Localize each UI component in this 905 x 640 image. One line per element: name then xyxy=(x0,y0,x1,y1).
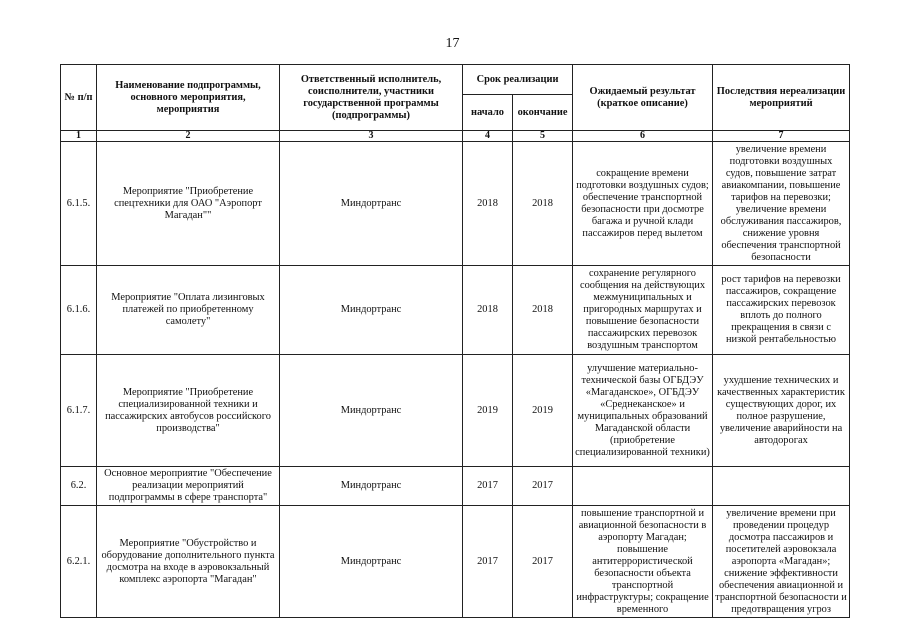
column-number: 3 xyxy=(280,131,463,142)
row-exec: Миндортранс xyxy=(280,506,463,618)
row-name: Мероприятие "Обустройство и оборудование дополнительного пункта досмотра на входе в аэровокзальный комплекс аэропорта "Магадан" xyxy=(97,506,280,618)
column-number: 7 xyxy=(713,131,850,142)
row-consequences: рост тарифов на перевозки пассажиров, сокращение пассажирских перевозок вплоть до полного прекращения в связи с низкой рентабельностью xyxy=(713,266,850,355)
table-row xyxy=(61,467,850,506)
column-number: 4 xyxy=(463,131,513,142)
table-row xyxy=(61,266,850,355)
column-number: 2 xyxy=(97,131,280,142)
header-num: № п/п xyxy=(61,65,97,131)
row-result: повышение транспортной и авиационной безопасности в аэропорту Магадан; повышение антитеррористической безопасности объекта транспортной инфраструктуры; сокращение временного xyxy=(573,506,713,618)
table-row xyxy=(61,355,850,467)
row-exec: Миндортранс xyxy=(280,142,463,266)
row-end: 2017 xyxy=(513,467,573,506)
row-exec: Миндортранс xyxy=(280,467,463,506)
row-start: 2017 xyxy=(463,506,513,618)
row-num: 6.1.7. xyxy=(61,355,97,467)
program-table xyxy=(60,64,850,618)
column-number: 6 xyxy=(573,131,713,142)
row-result: сохранение регулярного сообщения на действующих межмуниципальных и пригородных маршрутах и повышение безопасности пассажирских перевозок воздушным транспортом xyxy=(573,266,713,355)
column-number: 5 xyxy=(513,131,573,142)
row-num: 6.2. xyxy=(61,467,97,506)
header-consequences: Последствия нереализации мероприятий xyxy=(713,65,850,131)
row-name: Мероприятие "Приобретение специализированной техники и пассажирских автобусов российского производства" xyxy=(97,355,280,467)
row-consequences: увеличение времени при проведении процедур досмотра пассажиров и посетителей аэровокзала аэропорта «Магадан»; снижение эффективности обеспечения авиационной и транспортной безопасности и предотвращения угроз xyxy=(713,506,850,618)
row-result: сокращение времени подготовки воздушных судов; обеспечение транспортной безопасности при досмотре багажа и ручной клади пассажиров перед вылетом xyxy=(573,142,713,266)
row-exec: Миндортранс xyxy=(280,266,463,355)
row-num: 6.1.6. xyxy=(61,266,97,355)
header-start: начало xyxy=(463,95,513,131)
header-exec: Ответственный исполнитель, соисполнители, участники государственной программы (подпрограммы) xyxy=(280,65,463,131)
row-consequences: увеличение времени подготовки воздушных судов, повышение затрат авиакомпании, повышение тарифов на перевозки; увеличение времени обслуживания пассажиров, снижение уровня обеспечения транспортной безопасности xyxy=(713,142,850,266)
row-end: 2017 xyxy=(513,506,573,618)
header-result: Ожидаемый результат (краткое описание) xyxy=(573,65,713,131)
row-start: 2018 xyxy=(463,266,513,355)
header-period: Срок реализации xyxy=(463,65,573,95)
row-num: 6.1.5. xyxy=(61,142,97,266)
row-result xyxy=(573,467,713,506)
row-start: 2018 xyxy=(463,142,513,266)
row-result: улучшение материально-технической базы ОГБДЭУ «Магаданское», ОГБДЭУ «Среднеканское» и муниципальных образований Магаданской области (приобретение специализированной техники) xyxy=(573,355,713,467)
row-consequences: ухудшение технических и качественных характеристик существующих дорог, их полное разрушение, увеличение аварийности на автодорогах xyxy=(713,355,850,467)
header-end: окончание xyxy=(513,95,573,131)
row-name: Мероприятие "Приобретение спецтехники для ОАО "Аэропорт Магадан"" xyxy=(97,142,280,266)
row-name: Мероприятие "Оплата лизинговых платежей по приобретенному самолету" xyxy=(97,266,280,355)
row-consequences xyxy=(713,467,850,506)
column-number: 1 xyxy=(61,131,97,142)
header-name: Наименование подпрограммы, основного мероприятия, мероприятия xyxy=(97,65,280,131)
row-exec: Миндортранс xyxy=(280,355,463,467)
row-end: 2018 xyxy=(513,142,573,266)
table-row xyxy=(61,142,850,266)
row-start: 2017 xyxy=(463,467,513,506)
table-row xyxy=(61,506,850,618)
page-number: 17 xyxy=(445,36,460,51)
row-num: 6.2.1. xyxy=(61,506,97,618)
row-start: 2019 xyxy=(463,355,513,467)
row-end: 2019 xyxy=(513,355,573,467)
row-name: Основное мероприятие "Обеспечение реализации мероприятий подпрограммы в сфере транспорта" xyxy=(97,467,280,506)
row-end: 2018 xyxy=(513,266,573,355)
